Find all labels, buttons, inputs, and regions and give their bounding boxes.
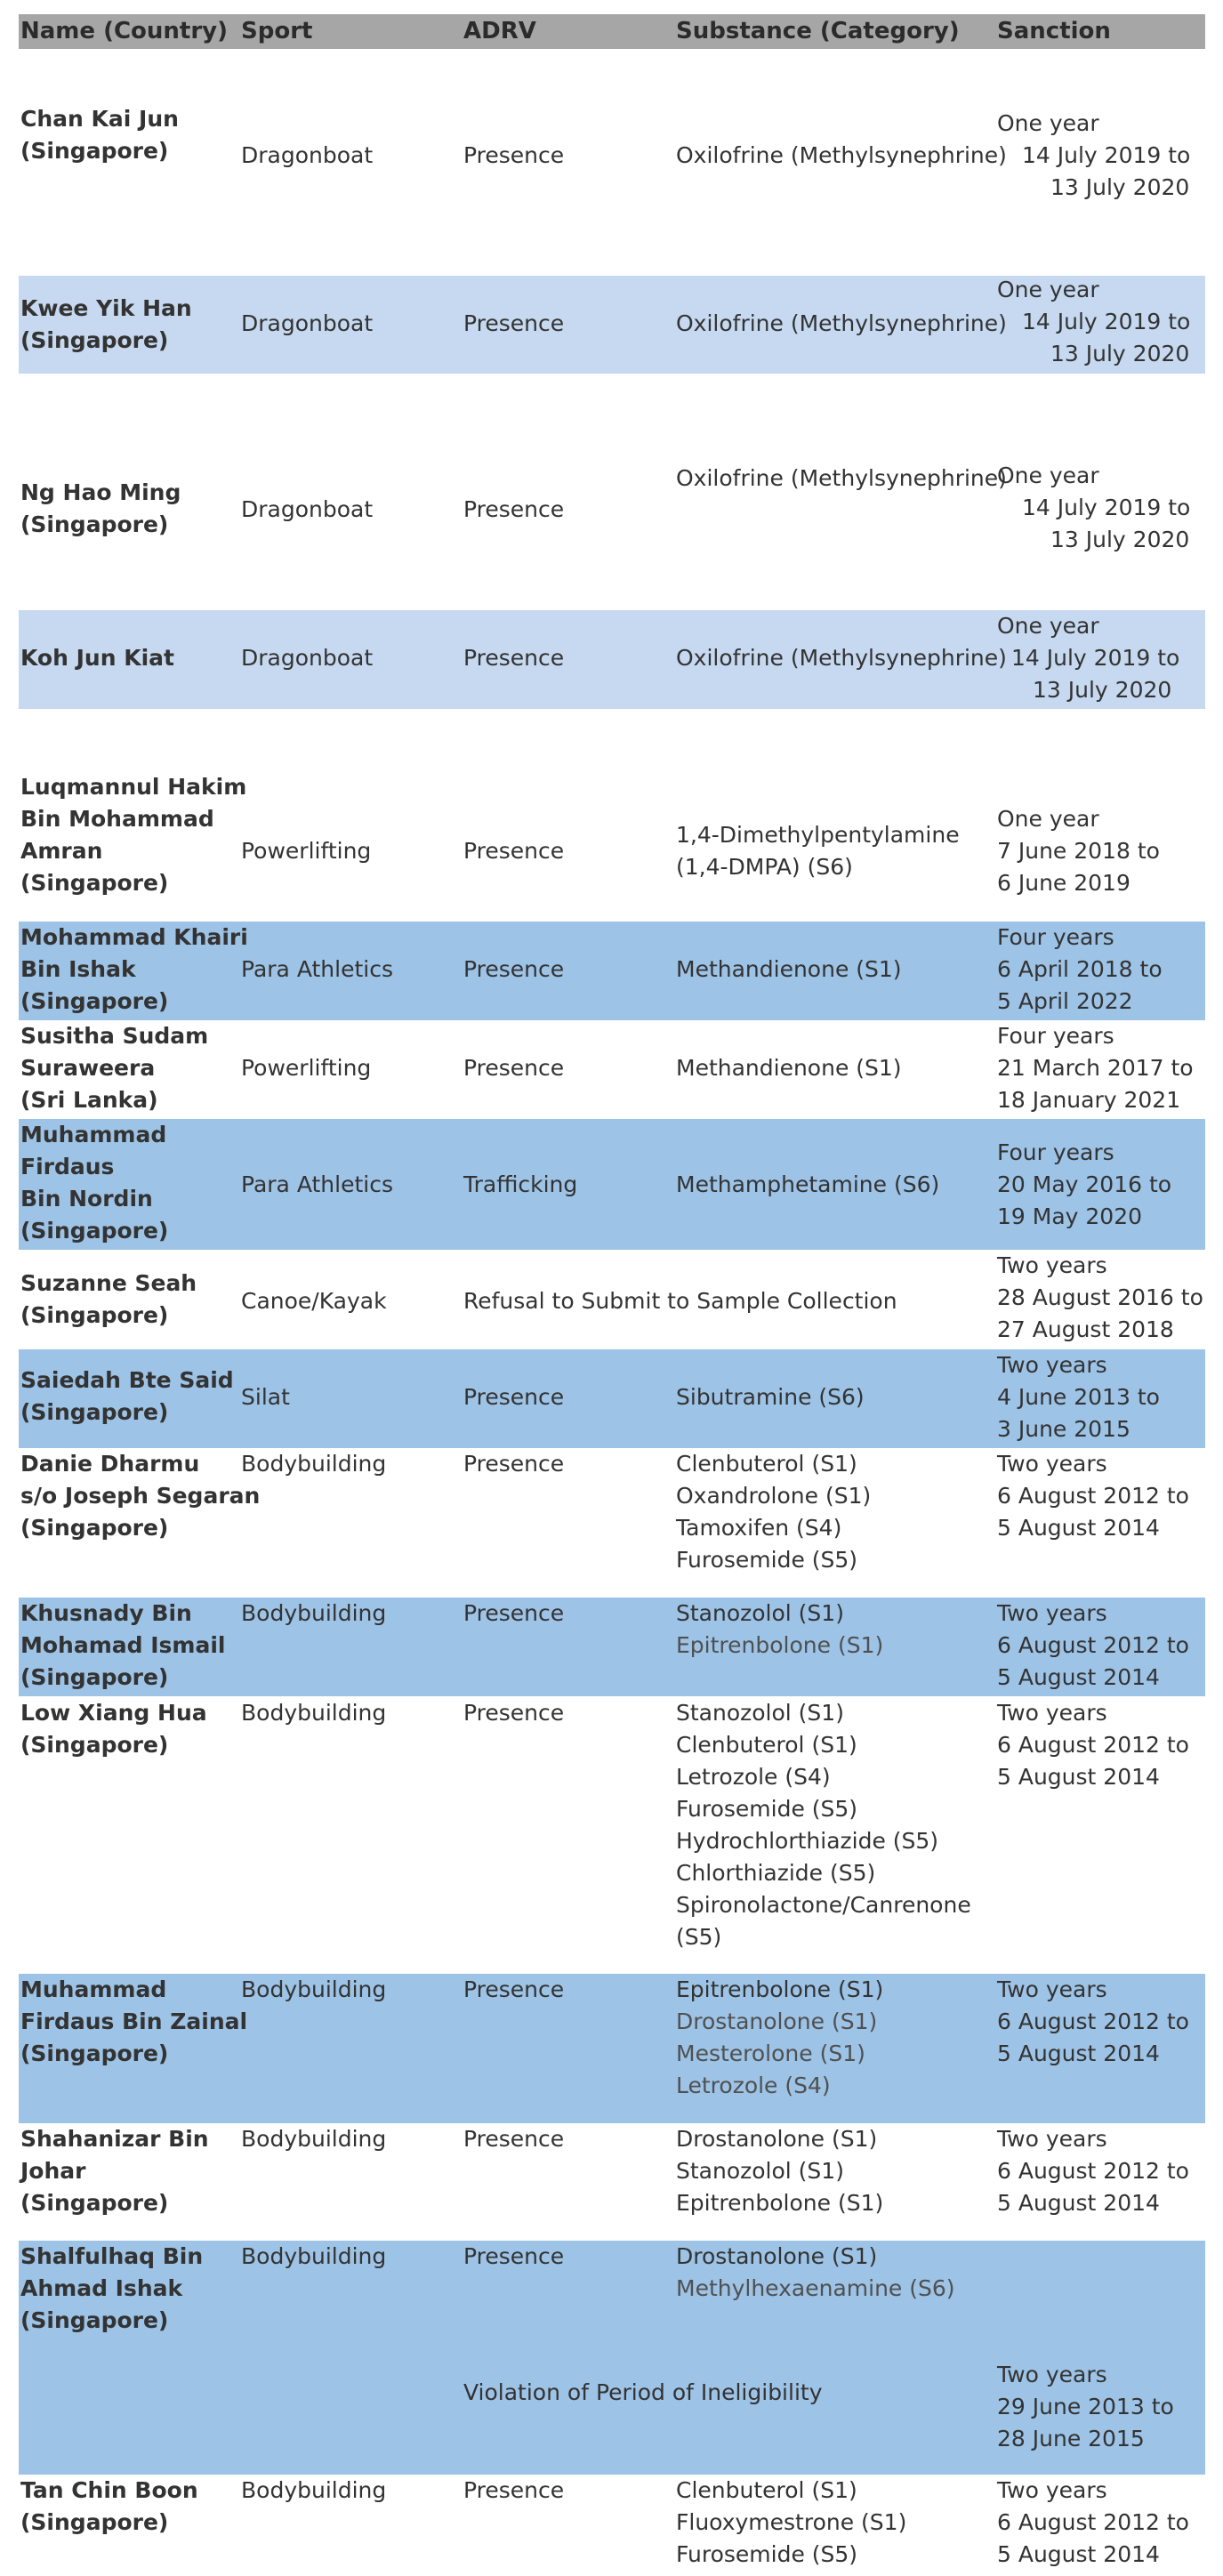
substance-cell-line: Oxandrolone (S1) (676, 1483, 872, 1509)
substance-cell (676, 1448, 871, 1576)
sport-cell: Bodybuilding (241, 1600, 387, 1626)
athlete-name-line: Khusnady Bin (20, 1600, 192, 1626)
adrv-cell: Presence (463, 2126, 565, 2152)
athlete-name (20, 2475, 198, 2539)
substance-cell-line: Furosemide (S5) (676, 1547, 858, 1573)
athlete-name-line: Firdaus Bin Zainal (20, 2008, 248, 2034)
adrv-cell: Presence (463, 2477, 565, 2503)
sanction-cell (997, 1250, 1203, 1346)
sanction-cell-line: 6 August 2012 to (997, 2158, 1189, 2184)
athlete-name (20, 1268, 197, 1332)
table-row (19, 1974, 1205, 2123)
substance-cell-line: Epitrenbolone (S1) (676, 1976, 884, 2002)
sport-cell: Bodybuilding (241, 1700, 387, 1726)
adrv-cell: Presence (463, 1055, 565, 1081)
athlete-name-line: (Singapore) (20, 988, 169, 1014)
athlete-name (20, 1697, 207, 1761)
sanction-cell-line: 5 April 2022 (997, 988, 1133, 1014)
sport-cell: Bodybuilding (241, 2243, 387, 2269)
athlete-name-line: Danie Dharmu (20, 1451, 200, 1477)
substance-cell-line: Oxilofrine (Methylsynephrine) (676, 465, 1007, 491)
athlete-name-line: Ahmad Ishak (20, 2275, 183, 2301)
sanction-cell-line: Two years (997, 1352, 1107, 1378)
substance-cell (676, 1974, 883, 2102)
table-row (19, 374, 1205, 578)
athlete-name (20, 293, 192, 357)
substance-cell (676, 819, 960, 883)
substance-cell (676, 463, 1007, 495)
substance-cell-line: Methandienone (S1) (676, 1055, 902, 1081)
substance-cell (676, 954, 902, 986)
sport-cell: Powerlifting (241, 838, 372, 864)
sanction-cell-line: Two years (997, 1976, 1107, 2002)
adrv-cell: Presence (463, 645, 565, 671)
sanction-cell-line: 5 August 2014 (997, 2541, 1160, 2567)
sanction-cell-line: 3 June 2015 (997, 1416, 1130, 1442)
substance-cell-line: Drostanolone (S1) (676, 2008, 878, 2034)
substance-cell (676, 1697, 971, 1953)
table-row (19, 1598, 1205, 1696)
substance-cell-line: Stanozolol (S1) (676, 1600, 844, 1626)
adrv-cell: Presence (463, 1976, 565, 2002)
athlete-name-line: Bin Nordin (20, 1186, 153, 1212)
sanction-cell-line: 7 June 2018 to (997, 838, 1160, 864)
sanction-cell-line: 6 August 2012 to (997, 2008, 1189, 2034)
athlete-name-line: (Singapore) (20, 2190, 169, 2216)
table-row (19, 1697, 1205, 1974)
sanction-cell-line: 13 July 2020 (1033, 677, 1172, 703)
substance-cell-line: Oxilofrine (Methylsynephrine) (676, 310, 1007, 336)
header-sanction: Sanction (997, 18, 1111, 44)
adrv-cell: Presence (463, 310, 565, 336)
header-adrv: ADRV (463, 18, 536, 44)
header-substance: Substance (Category) (676, 18, 960, 44)
sanction-cell-line: 14 July 2019 to (1022, 309, 1191, 334)
table-row (19, 610, 1205, 709)
header-name: Name (Country) (20, 18, 229, 44)
athlete-name-line: (Singapore) (20, 2041, 169, 2066)
sanction-cell-line: 27 August 2018 (997, 1316, 1174, 1342)
sanction-cell-line: 14 July 2019 to (1022, 142, 1191, 168)
substance-cell (676, 1598, 883, 1662)
adrv-secondary-cell: Violation of Period of Ineligibility (463, 2379, 823, 2405)
athlete-name-line: Bin Mohammad (20, 806, 214, 832)
athlete-name-line: Mohammad Khairi (20, 924, 248, 950)
athlete-name-line: Ng Hao Ming (20, 479, 181, 505)
athlete-name-line: s/o Joseph Segaran (20, 1483, 261, 1509)
substance-cell-line: Tamoxifen (S4) (676, 1515, 842, 1541)
sanction-cell-line: 14 July 2019 to (1022, 495, 1191, 520)
athlete-name-line: (Sri Lanka) (20, 1087, 158, 1113)
substance-cell (676, 308, 1007, 340)
sanction-cell-line: 13 July 2020 (1050, 174, 1190, 200)
table-row (19, 922, 1205, 1020)
sport-cell: Bodybuilding (241, 2477, 387, 2503)
sport-cell: Dragonboat (241, 645, 374, 671)
athlete-name-line: (Singapore) (20, 1732, 169, 1758)
adrv-cell: Trafficking (463, 1171, 578, 1197)
substance-cell-line: Furosemide (S5) (676, 2541, 858, 2567)
athlete-name-line: Johar (20, 2158, 86, 2184)
table-row (19, 1119, 1205, 1250)
athlete-name-line: Shalfulhaq Bin (20, 2243, 204, 2269)
substance-cell (676, 2123, 883, 2219)
adrv-cell: Presence (463, 2243, 565, 2269)
substance-cell (676, 642, 1007, 674)
athlete-name-line: Saiedah Bte Said (20, 1367, 234, 1393)
substance-cell-line: (1,4-DMPA) (S6) (676, 854, 853, 880)
table-row (19, 2241, 1205, 2475)
sanction-cell-line: 28 August 2016 to (997, 1284, 1203, 1310)
sanction-cell (997, 1697, 1189, 1793)
sport-cell: Para Athletics (241, 1171, 393, 1197)
athlete-name (20, 1598, 225, 1694)
sanction-cell-line: Two years (997, 2126, 1107, 2152)
sanction-cell-line: Two years (997, 1700, 1107, 1726)
table-row (19, 1448, 1205, 1598)
sanction-cell-line: Two years (997, 2362, 1107, 2387)
substance-cell-line: Epitrenbolone (S1) (676, 2190, 884, 2216)
athlete-name-line: (Singapore) (20, 1399, 169, 1425)
sanction-cell-line: 6 August 2012 to (997, 1732, 1189, 1758)
athlete-name (20, 1364, 234, 1429)
adrv-cell: Presence (463, 1451, 565, 1477)
sanction-cell (997, 1020, 1194, 1116)
athlete-name (20, 1448, 260, 1544)
adrv-cell: Presence (463, 1384, 565, 1410)
adrv-cell: Presence (463, 956, 565, 982)
sanction-cell (997, 274, 1190, 370)
substance-cell-line: Fluoxymestrone (S1) (676, 2509, 907, 2535)
sanction-cell-line: 6 June 2019 (997, 870, 1130, 896)
sanction-cell-line: 6 August 2012 to (997, 1632, 1189, 1658)
sanction-cell-line: 19 May 2020 (997, 1203, 1143, 1229)
sanction-cell (997, 1137, 1171, 1233)
sanction-cell-line: 13 July 2020 (1050, 341, 1190, 366)
table-row (19, 1250, 1205, 1349)
athlete-name-line: Susitha Sudam (20, 1023, 209, 1049)
sanction-cell-line: 13 July 2020 (1050, 527, 1190, 552)
sanction-cell-line: 6 August 2012 to (997, 1483, 1189, 1509)
substance-cell-line: Methamphetamine (S6) (676, 1171, 940, 1197)
athlete-name-line: (Singapore) (20, 870, 169, 896)
athlete-name (20, 1974, 247, 2070)
sanction-cell-line: 5 August 2014 (997, 2190, 1160, 2216)
sanction-cell-line: 5 August 2014 (997, 1764, 1160, 1790)
adrv-cell: Presence (463, 496, 565, 522)
sport-cell: Powerlifting (241, 1055, 372, 1081)
table-header (19, 14, 1205, 49)
athlete-name (20, 1020, 208, 1116)
sanction-cell (997, 108, 1190, 204)
athlete-name (20, 642, 174, 674)
sanction-cell-line: 5 August 2014 (997, 2041, 1160, 2066)
athlete-name-line: Suraweera (20, 1055, 156, 1081)
sanction-cell (997, 460, 1190, 556)
adrv-cell: Refusal to Submit to Sample Collection (463, 1288, 897, 1314)
substance-cell-line: Clenbuterol (S1) (676, 1732, 857, 1758)
sanction-cell-line: 6 April 2018 to (997, 956, 1163, 982)
substance-cell-line: Furosemide (S5) (676, 1796, 858, 1822)
sport-cell: Bodybuilding (241, 1976, 387, 2002)
athlete-name-line: Muhammad (20, 1122, 167, 1147)
athlete-name-line: Muhammad (20, 1976, 167, 2002)
athlete-name (20, 103, 179, 167)
sanction-cell-line: One year (997, 613, 1099, 639)
sanction-cell (997, 1974, 1189, 2070)
substance-cell-line: Letrozole (S4) (676, 2073, 831, 2098)
header-sport: Sport (241, 18, 313, 44)
sanction-cell (997, 1598, 1189, 1694)
substance-cell-line: Oxilofrine (Methylsynephrine) (676, 645, 1007, 671)
athlete-name-line: (Singapore) (20, 2509, 169, 2535)
substance-cell-line: Clenbuterol (S1) (676, 1451, 857, 1477)
sanction-cell-line: 29 June 2013 to (997, 2394, 1174, 2419)
athlete-name-line: Suzanne Seah (20, 1270, 197, 1296)
athlete-name-line: Koh Jun Kiat (20, 645, 174, 671)
athlete-name-line: (Singapore) (20, 1302, 169, 1328)
substance-cell (676, 1052, 902, 1084)
sanction-cell-line: 18 January 2021 (997, 1087, 1181, 1113)
table-row (19, 1020, 1205, 1119)
athlete-name (20, 477, 181, 541)
athlete-name-line: Bin Ishak (20, 956, 136, 982)
athlete-name-line: (Singapore) (20, 2307, 169, 2333)
substance-cell (676, 1381, 865, 1413)
sanction-cell-line: 14 July 2019 to (1011, 645, 1180, 671)
substance-cell-line: Drostanolone (S1) (676, 2243, 878, 2269)
sport-cell: Dragonboat (241, 142, 374, 168)
athlete-name-line: Low Xiang Hua (20, 1700, 207, 1726)
sanction-cell (997, 2359, 1174, 2455)
table-row (19, 1349, 1205, 1448)
athlete-name-line: (Singapore) (20, 1515, 169, 1541)
substance-cell (676, 1169, 939, 1201)
athlete-name-line: (Singapore) (20, 327, 169, 353)
athlete-name-line: (Singapore) (20, 511, 169, 537)
sanction-cell-line: 28 June 2015 (997, 2426, 1145, 2451)
sport-cell: Canoe/Kayak (241, 1288, 387, 1314)
athlete-name-line: (Singapore) (20, 1218, 169, 1244)
athlete-name-line: Firdaus (20, 1154, 115, 1179)
table-row (19, 2475, 1205, 2574)
sanction-cell-line: Two years (997, 1252, 1107, 1278)
substance-cell-line: Oxilofrine (Methylsynephrine) (676, 142, 1007, 168)
athlete-name (20, 771, 246, 899)
substance-cell (676, 2475, 906, 2571)
substance-cell-line: Chlorthiazide (S5) (676, 1860, 876, 1886)
sport-cell: Silat (241, 1384, 290, 1410)
sanction-cell-line: Two years (997, 2477, 1107, 2503)
athlete-name-line: Tan Chin Boon (20, 2477, 198, 2503)
athlete-name (20, 2123, 209, 2219)
adrv-cell: Presence (463, 1700, 565, 1726)
sanction-cell-line: 21 March 2017 to (997, 1055, 1194, 1081)
sanction-cell-line: 4 June 2013 to (997, 1384, 1160, 1410)
adrv-cell: Presence (463, 142, 565, 168)
athlete-name-line: Shahanizar Bin (20, 2126, 209, 2152)
sanction-cell-line: One year (997, 277, 1099, 302)
substance-cell-line: 1,4-Dimethylpentylamine (676, 822, 960, 848)
substance-cell-line: Hydrochlorthiazide (S5) (676, 1828, 939, 1854)
athlete-name-line: Luqmannul Hakim (20, 774, 247, 800)
sport-cell: Bodybuilding (241, 1451, 387, 1477)
substance-cell (676, 2241, 955, 2305)
substance-cell-line: Drostanolone (S1) (676, 2126, 878, 2152)
athlete-name-line: Mohamad Ismail (20, 1632, 226, 1658)
sanction-cell (997, 1448, 1189, 1544)
athlete-name-line: Kwee Yik Han (20, 295, 192, 321)
sanction-cell (997, 610, 1179, 706)
sanction-cell-line: One year (997, 110, 1099, 136)
substance-cell-line: Spironolactone/Canrenone (676, 1892, 971, 1918)
table-row (19, 49, 1205, 244)
table-row (19, 276, 1205, 374)
sanction-cell-line: 5 August 2014 (997, 1515, 1160, 1541)
sanction-cell (997, 2123, 1189, 2219)
athlete-name-line: (Singapore) (20, 138, 169, 164)
adrv-cell: Presence (463, 1600, 565, 1626)
sanction-cell-line: 5 August 2014 (997, 1664, 1160, 1690)
athlete-name (20, 922, 248, 1018)
sanction-cell-line: Four years (997, 1023, 1114, 1049)
substance-cell-line: Stanozolol (S1) (676, 2158, 844, 2184)
sanction-cell-line: Four years (997, 1139, 1114, 1165)
sanction-cell-line: Four years (997, 924, 1114, 950)
sanction-cell (997, 2475, 1189, 2571)
sanction-cell-line: One year (997, 806, 1099, 832)
substance-cell (676, 140, 1007, 172)
substance-cell-line: Stanozolol (S1) (676, 1700, 844, 1726)
sport-cell: Para Athletics (241, 956, 393, 982)
substance-cell-line: Methandienone (S1) (676, 956, 902, 982)
substance-cell-line: Methylhexaenamine (S6) (676, 2275, 955, 2301)
substance-cell-line: Letrozole (S4) (676, 1764, 831, 1790)
athlete-name-line: (Singapore) (20, 1664, 169, 1690)
substance-cell-line: Clenbuterol (S1) (676, 2477, 857, 2503)
substance-cell-line: Mesterolone (S1) (676, 2041, 865, 2066)
sanction-cell (997, 922, 1163, 1018)
athlete-name (20, 1119, 168, 1247)
sanction-cell-line: 6 August 2012 to (997, 2509, 1189, 2535)
substance-cell-line: Sibutramine (S6) (676, 1384, 865, 1410)
table-row (19, 743, 1205, 921)
adrv-cell: Presence (463, 838, 565, 864)
athlete-name-line: Amran (20, 838, 103, 864)
sport-cell: Bodybuilding (241, 2126, 387, 2152)
athlete-name (20, 2241, 203, 2337)
substance-cell-line: Epitrenbolone (S1) (676, 1632, 884, 1658)
sanction-cell-line: 20 May 2016 to (997, 1171, 1172, 1197)
sanction-cell (997, 1349, 1160, 1445)
substance-cell-line: (S5) (676, 1924, 722, 1950)
sport-cell: Dragonboat (241, 496, 374, 522)
sanction-cell-line: Two years (997, 1600, 1107, 1626)
sanction-cell-line: One year (997, 463, 1099, 488)
sport-cell: Dragonboat (241, 310, 374, 336)
sanction-cell-line: Two years (997, 1451, 1107, 1477)
athlete-name-line: Chan Kai Jun (20, 106, 179, 132)
sanction-cell (997, 803, 1160, 899)
table-row (19, 2123, 1205, 2241)
